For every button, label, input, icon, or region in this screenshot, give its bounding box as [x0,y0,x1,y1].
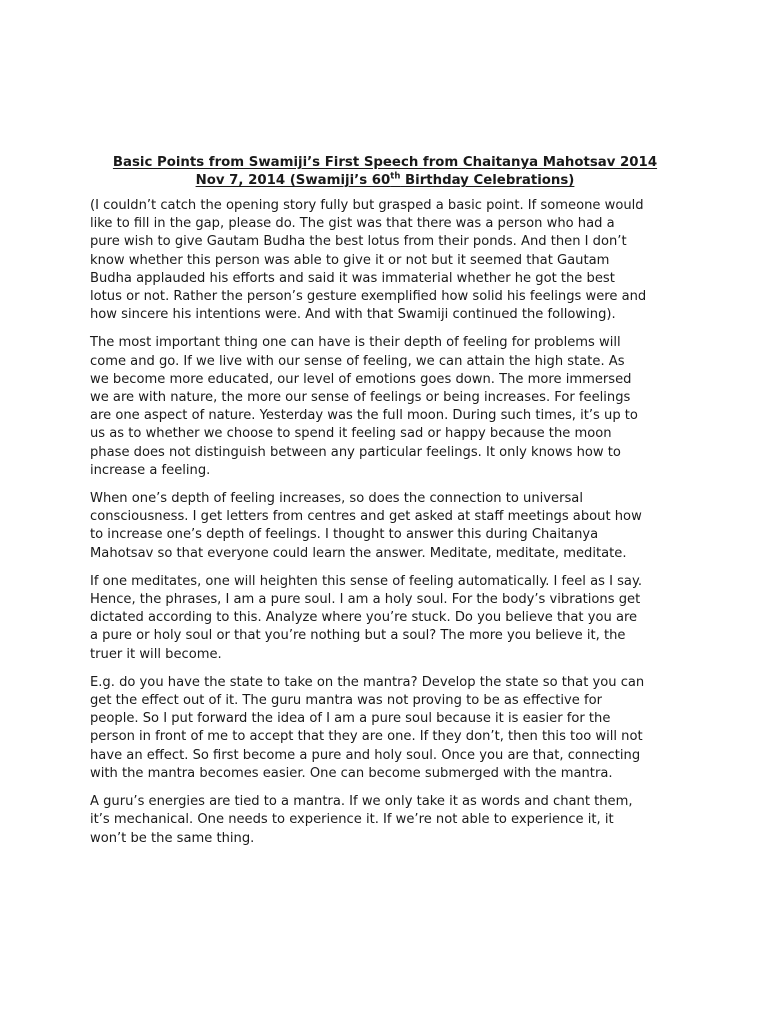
paragraph-line: how sincere his intentions were. And with that Swamiji continued the following). [90,307,616,323]
paragraph-line: with the mantra becomes easier. One can become submerged with the mantra. [90,765,613,781]
paragraph-line: lotus or not. Rather the person’s gesture exemplified how solid his feelings were and [90,289,647,305]
paragraph-line: When one’s depth of feeling increases, so does the connection to universal [90,491,583,507]
paragraph-line: The most important thing one can have is their depth of feeling for problems will [90,335,621,351]
paragraph-line: dictated according to this. Analyze where you’re stuck. Do you believe that you are [90,610,638,626]
paragraph-line: we are with nature, the more our sense of feelings or being increases. For feelings [90,390,631,406]
paragraph-line: E.g. do you have the state to take on the mantra? Develop the state so that you can [90,674,645,690]
title-line-2-pre: Nov 7, 2014 (Swamiji’s 60 [195,173,391,188]
paragraph-line: to increase one’s depth of feelings. I thought to answer this during Chaitanya [90,527,599,543]
paragraph-line: person in front of me to accept that they are one. If they don’t, then this too will not [90,729,643,745]
paragraph-line: know whether this person was able to give it or not but it seemed that Gautam [90,252,610,268]
paragraph [90,490,680,563]
paragraph-line: phase does not distinguish between any particular feelings. It only knows how to [90,444,621,460]
paragraph-line: people. So I put forward the idea of I am a pure soul because it is easier for the [90,711,611,727]
paragraph-line: we become more educated, our level of emotions goes down. The more immersed [90,371,632,387]
paragraph-line: it’s mechanical. One needs to experience it. If we’re not able to experience it, it [90,812,614,828]
paragraph [90,573,680,664]
document-body [90,197,680,848]
paragraph-line: If one meditates, one will heighten this sense of feeling automatically. I feel as I say. [90,573,642,589]
paragraph-line: come and go. If we live with our sense of feeling, we can attain the high state. As [90,353,625,369]
paragraph-line: (I couldn’t catch the opening story fully but grasped a basic point. If someone would [90,198,644,213]
title-line-2 [90,172,680,190]
paragraph-line: have an effect. So first become a pure and holy soul. Once you are that, connecting [90,747,641,763]
paragraph-line: like to fill in the gap, please do. The gist was that there was a person who had a [90,216,615,232]
paragraph [90,674,680,783]
paragraph-line: A guru’s energies are tied to a mantra. If we only take it as words and chant them, [90,794,633,810]
paragraph-line: consciousness. I get letters from centres and get asked at staff meetings about how [90,509,642,525]
paragraph [90,793,680,848]
title-ordinal-suffix: th [390,171,401,182]
paragraph-line: a pure or holy soul or that you’re nothing but a soul? The more you believe it, the [90,628,626,644]
paragraph-line: truer it will become. [90,646,222,662]
title-line-1: Basic Points from Swamiji’s First Speech from Chaitanya Mahotsav 2014 [112,155,658,170]
document-page [90,154,680,858]
paragraph [90,197,680,324]
paragraph-line: are one aspect of nature. Yesterday was the full moon. During such times, it’s up to [90,408,638,424]
document-title [90,154,680,190]
paragraph-line: Budha applauded his efforts and said it was immaterial whether he got the best [90,270,615,286]
paragraph-line: Mahotsav so that everyone could learn the answer. Meditate, meditate, meditate. [90,545,627,561]
paragraph-line: get the effect out of it. The guru mantra was not proving to be as effective for [90,693,602,709]
title-line-2-post: Birthday Celebrations) [400,173,575,188]
paragraph-line: increase a feeling. [90,462,211,478]
paragraph [90,334,680,480]
paragraph-line: pure wish to give Gautam Budha the best lotus from their ponds. And then I don’t [90,234,627,250]
paragraph-line: won’t be the same thing. [90,830,255,846]
paragraph-line: Hence, the phrases, I am a pure soul. I am a holy soul. For the body’s vibrations get [90,592,641,608]
paragraph-line: us as to whether we choose to spend it feeling sad or happy because the moon [90,426,612,442]
